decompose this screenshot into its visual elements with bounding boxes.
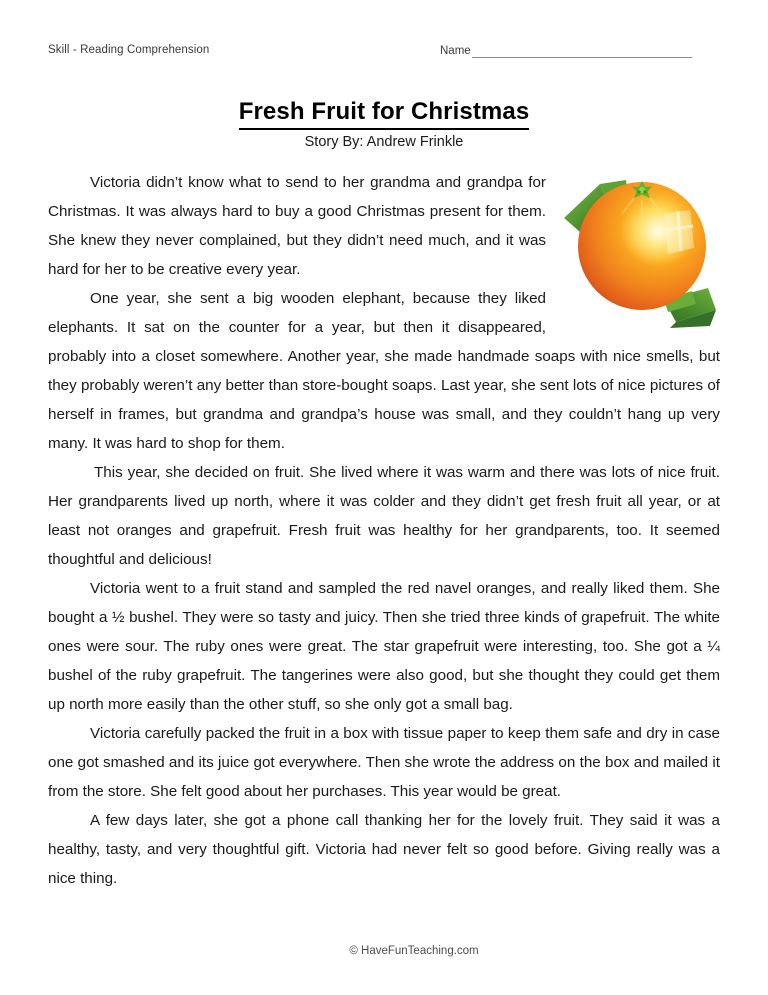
page-header <box>48 44 720 66</box>
window-reflection <box>664 210 694 254</box>
name-input-line[interactable] <box>472 45 692 58</box>
page-title-container <box>0 98 768 130</box>
page-footer <box>0 945 768 957</box>
story-byline: Story By: Andrew Frinkle <box>304 134 464 150</box>
story-body <box>48 168 720 893</box>
story-paragraph: A few days later, she got a phone call thanking her for the lovely fruit. They said it was a healthy, tasty, and very thoughtful gift. Victoria had never felt so good before. Giving really was a nice thing. <box>48 812 720 887</box>
orange-fruit-illustration <box>560 170 720 335</box>
story-paragraph: This year, she decided on fruit. She lived where it was warm and there was lots of nice fruit. Her grandparents lived up north, where it was colder and they didn’t get fresh fruit all year, or at least not oranges and grapefruit. Fresh fruit was healthy for her grandparents, too. It seemed thoughtful and delicious! <box>48 464 720 568</box>
name-label: Name <box>440 45 471 57</box>
copyright-notice: © HaveFunTeaching.com <box>349 945 479 957</box>
page-title: Fresh Fruit for Christmas <box>239 98 530 130</box>
name-field-group <box>440 44 692 58</box>
story-paragraph: Victoria went to a fruit stand and sampled the red navel oranges, and really liked them. She bought a ½ bushel. They were so tasty and juicy. Then she tried three kinds of grapefruit. The white ones were sour. The ruby ones were great. The star grapefruit were interesting, too. She got a ¼ bushel of the ruby grapefruit. The tangerines were also good, but she thought they could get them up north more easily than the other stuff, so she only got a small bag. <box>48 580 720 713</box>
story-paragraph: Victoria carefully packed the fruit in a box with tissue paper to keep them safe and dry in case one got smashed and its juice got everywhere. Then she wrote the address on the box and mailed it from the store. She felt good about her purchases. This year would be great. <box>48 725 720 800</box>
skill-label: Skill - Reading Comprehension <box>48 44 210 56</box>
story-paragraph: Victoria didn’t know what to send to her grandma and grandpa for Christmas. It was always hard to buy a good Christmas present for them. She knew they never complained, but they didn’t need much, and it was hard for her to be creative every year. <box>48 174 546 278</box>
story-paragraph: One year, she sent a big wooden elephant, because they liked elephants. It sat on the counter for a year, but then it disappeared, probably into a closet somewhere. Another year, she made handmade soaps with nice smells, but they probably weren’t any better than store-bought soaps. Last year, she sent lots of nice pictures of herself in frames, but grandma and grandpa’s house was small, and they couldn’t hang up very many. It was hard to shop for them. <box>48 290 720 452</box>
